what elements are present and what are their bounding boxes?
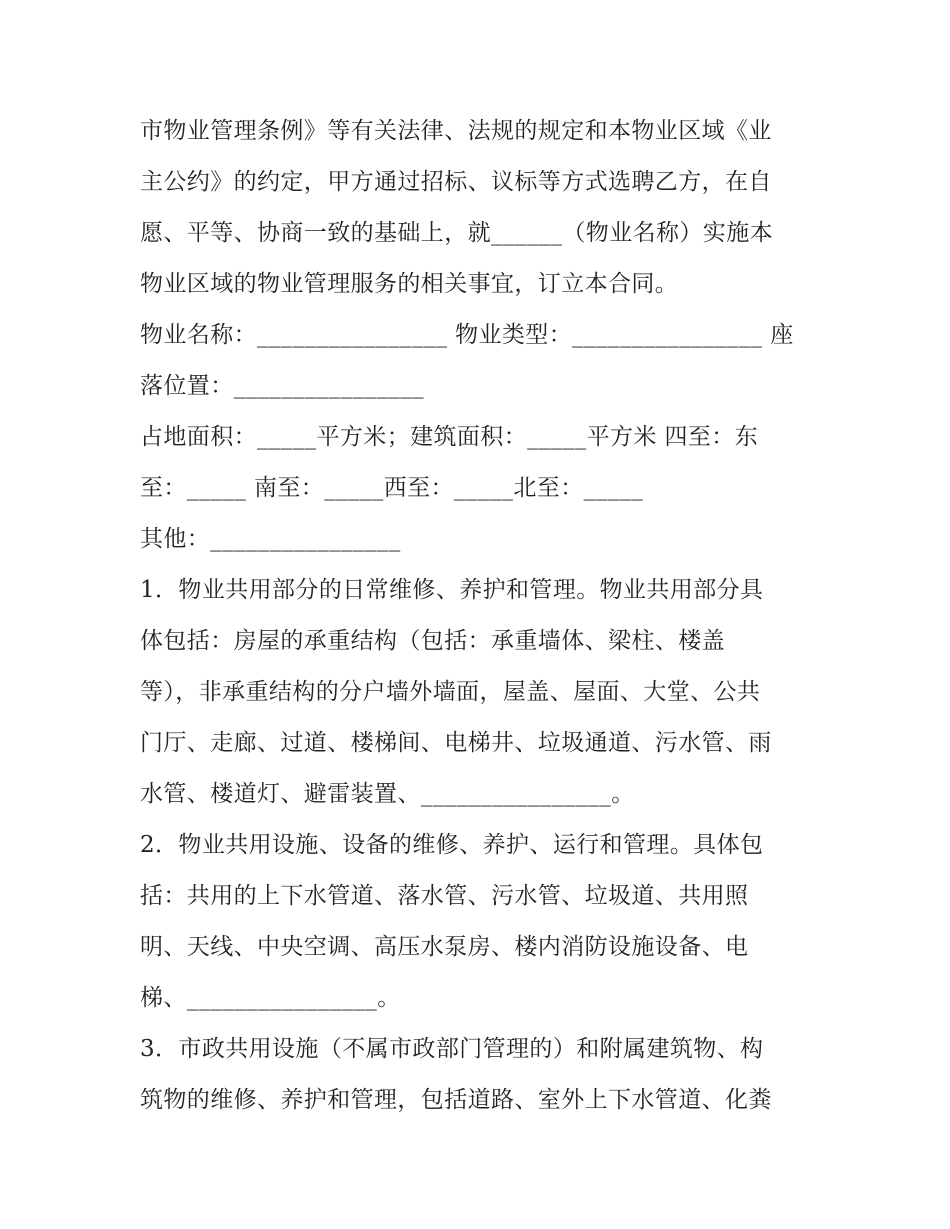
clause-2-line: 梯、________________。 [140, 985, 401, 1011]
property-name-type-line: 物业名称：________________ 物业类型：________________ 座 [140, 322, 794, 348]
clause-2-line: 括：共用的上下水管道、落水管、污水管、垃圾道、共用照 [140, 883, 749, 909]
clause-1-line: 体包括：房屋的承重结构（包括：承重墙体、梁柱、楼盖 [140, 628, 725, 654]
clause-3-line: 3．市政共用设施（不属市政部门管理的）和附属建筑物、构 [140, 1036, 764, 1062]
boundary-directions-line: 至：_____ 南至：_____西至：_____北至：_____ [140, 475, 644, 501]
property-location-line: 落位置：________________ [140, 373, 424, 399]
clause-1-line: 水管、楼道灯、避雷装置、________________。 [140, 781, 635, 807]
area-boundary-line: 占地面积：_____平方米；建筑面积：_____平方米 四至：东 [140, 424, 759, 450]
clause-3-line: 筑物的维修、养护和管理，包括道路、室外上下水管道、化粪 [140, 1087, 772, 1113]
text-line: 主公约》的约定，甲方通过招标、议标等方式选聘乙方，在自 [140, 169, 772, 195]
text-line: 物业区域的物业管理服务的相关事宜，订立本合同。 [140, 271, 679, 297]
clause-1-line: 门厅、走廊、过道、楼梯间、电梯井、垃圾通道、污水管、雨 [140, 730, 772, 756]
other-line: 其他：________________ [140, 526, 401, 552]
text-line: 市物业管理条例》等有关法律、法规的规定和本物业区域《业 [140, 118, 772, 144]
clause-2-line: 明、天线、中央空调、高压水泵房、楼内消防设施设备、电 [140, 934, 749, 960]
clause-1-line: 1．物业共用部分的日常维修、养护和管理。物业共用部分具 [140, 577, 764, 603]
text-line: 愿、平等、协商一致的基础上，就______（物业名称）实施本 [140, 220, 773, 246]
clause-2-line: 2．物业共用设施、设备的维修、养护、运行和管理。具体包 [140, 832, 764, 858]
clause-1-line: 等），非承重结构的分户墙外墙面，屋盖、屋面、大堂、公共 [140, 679, 761, 705]
contract-body-text [140, 106, 820, 1126]
